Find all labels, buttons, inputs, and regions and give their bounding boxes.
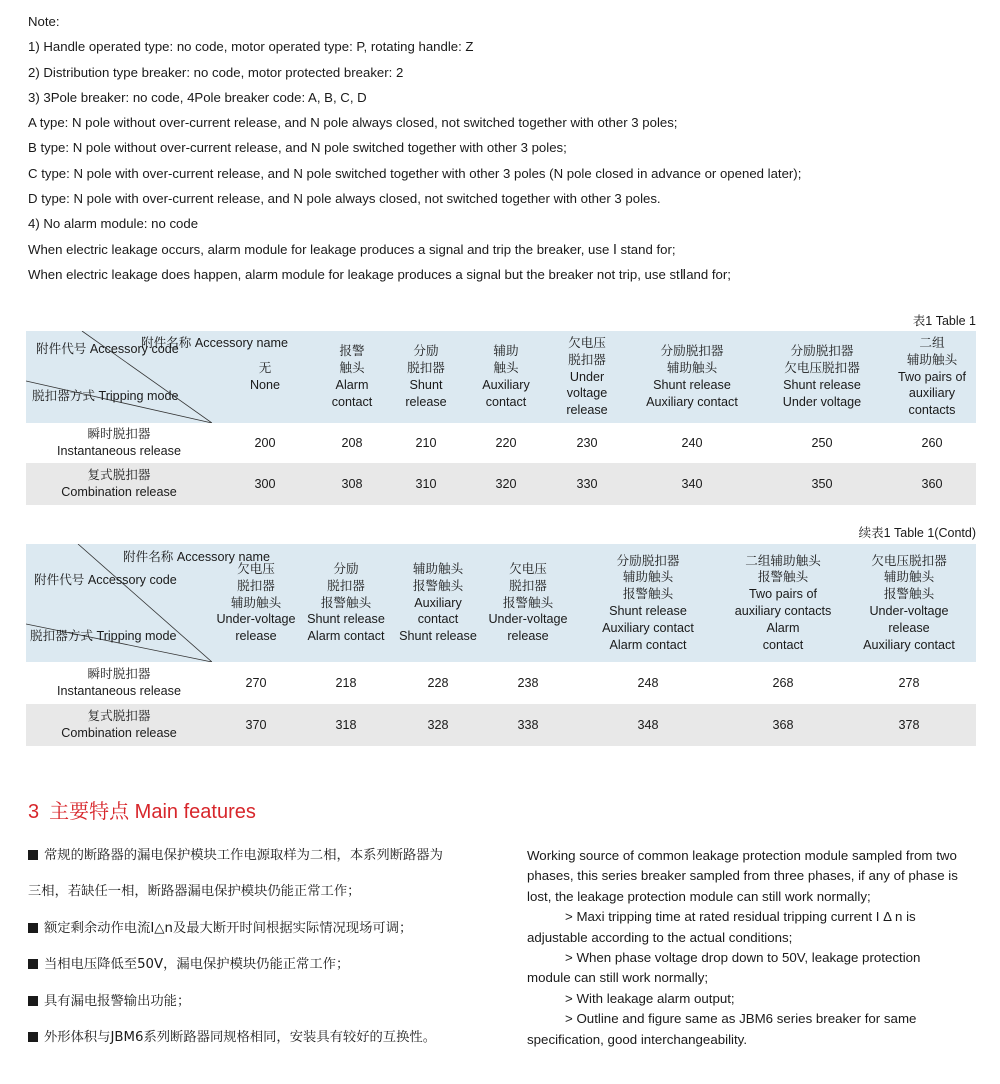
feature-item: > When phase voltage drop down to 50V, leakage protection — [565, 950, 921, 966]
note-line: C type: N pole with over-current release, and N pole switched together with other 3 poles (N pole closed in advance or opened later); — [28, 165, 802, 181]
bullet-square-icon — [28, 959, 38, 969]
list-item — [28, 838, 498, 874]
table-cell: 300 — [212, 463, 318, 505]
table-cell: 268 — [724, 662, 842, 704]
accessory-code-label: 附件代号 Accessory code — [34, 573, 177, 587]
col-header: 分励脱扣器 辅助触头 报警触头 Shunt release Auxiliary contact Alarm contact — [572, 544, 724, 662]
col-header: 二组 辅助触头 Two pairs of auxiliary contacts — [888, 331, 976, 423]
table-row — [26, 463, 976, 505]
table-cell: 370 — [212, 704, 300, 746]
col-header: 欠电压 脱扣器 报警触头 Under-voltage release — [484, 544, 572, 662]
table-cell: 238 — [484, 662, 572, 704]
table-cell: 230 — [546, 423, 628, 463]
table-row — [26, 704, 976, 746]
table-cell: 208 — [318, 423, 386, 463]
table-cell: 218 — [300, 662, 392, 704]
col-header: 分励 脱扣器 报警触头 Shunt release Alarm contact — [300, 544, 392, 662]
section-heading: 主要特点 Main features — [49, 801, 256, 823]
row-label: 复式脱扣器 Combination release — [26, 704, 212, 746]
table-cell: 248 — [572, 662, 724, 704]
col-header: 欠电压脱扣器 辅助触头 报警触头 Under-voltage release Auxiliary contact — [842, 544, 976, 662]
feature-paragraph: Working source of common leakage protection module sampled from two phases, this series breaker sampled from three phases, if any of phase is lost, the leakage protection module can still work normally; — [527, 848, 958, 904]
table-cell: 350 — [756, 463, 888, 505]
table-cell: 318 — [300, 704, 392, 746]
table-cell: 340 — [628, 463, 756, 505]
features-cn — [28, 838, 498, 1056]
note-line: When electric leakage does happen, alarm module for leakage produces a signal but the breaker not trip, use stⅡand for; — [28, 266, 731, 282]
accessory-name-label: 附件名称 Accessory name — [123, 550, 270, 564]
col-header: 分励脱扣器 辅助触头 Shunt release Auxiliary contact — [628, 331, 756, 423]
table-cell: 200 — [212, 423, 318, 463]
table-cell: 210 — [386, 423, 466, 463]
feature-item-cont: specification, good interchangeability. — [527, 1031, 748, 1047]
table-cell: 348 — [572, 704, 724, 746]
bullet-square-icon — [28, 923, 38, 933]
note-line: 4) No alarm module: no code — [28, 216, 199, 232]
tripping-mode-label: 脱扣器方式 Tripping mode — [30, 629, 177, 643]
table-cell: 220 — [466, 423, 546, 463]
section-number: 3 — [28, 801, 40, 823]
feature-text: 常规的断路器的漏电保护模块工作电源取样为二相，本系列断路器为 — [44, 848, 443, 863]
note-line: 3) 3Pole breaker: no code, 4Pole breaker code: A, B, C, D — [28, 89, 367, 105]
table-cell: 310 — [386, 463, 466, 505]
feature-item-cont: module can still work normally; — [527, 970, 709, 986]
col-header: 欠电压 脱扣器 辅助触头 Under-voltage release — [212, 544, 300, 662]
notes-block — [28, 12, 988, 290]
accessory-table-1 — [26, 331, 976, 505]
feature-text: 当相电压降低至50V，漏电保护模块仍能正常工作； — [44, 957, 350, 973]
table-cell: 240 — [628, 423, 756, 463]
note-line: 1) Handle operated type: no code, motor operated type: P, rotating handle: Z — [28, 39, 474, 55]
col-header: 欠电压 脱扣器 Under voltage release — [546, 331, 628, 423]
accessory-code-label: 附件代号 Accessory code — [36, 342, 179, 356]
list-item — [28, 947, 498, 983]
table2-caption: 续表1 Table 1(Contd) — [858, 526, 976, 540]
note-line: When electric leakage occurs, alarm module for leakage produces a signal and trip the breaker, use Ⅰ stand for; — [28, 241, 676, 257]
table-cell: 338 — [484, 704, 572, 746]
feature-item-cont: adjustable according to the actual conditions; — [527, 929, 793, 945]
list-item — [28, 1020, 498, 1056]
feature-text: 具有漏电报警输出功能； — [44, 993, 191, 1009]
features-en — [527, 846, 977, 1050]
list-item — [28, 874, 498, 910]
col-header: 二组辅助触头 报警触头 Two pairs of auxiliary contacts Alarm contact — [724, 544, 842, 662]
col-header: 辅助触头 报警触头 Auxiliary contact Shunt release — [392, 544, 484, 662]
table-row — [26, 662, 976, 704]
col-header: 辅助 触头 Auxiliary contact — [466, 331, 546, 423]
table-cell: 270 — [212, 662, 300, 704]
table-cell: 378 — [842, 704, 976, 746]
table-cell: 368 — [724, 704, 842, 746]
accessory-name-label: 附件名称 Accessory name — [141, 336, 288, 350]
bullet-square-icon — [28, 996, 38, 1006]
table-cell: 320 — [466, 463, 546, 505]
table1-caption: 表1 Table 1 — [912, 314, 976, 328]
feature-item: > Maxi tripping time at rated residual tripping current I Δ n is — [565, 909, 916, 925]
row-label: 复式脱扣器 Combination release — [26, 463, 212, 505]
note-line: A type: N pole without over-current release, and N pole always closed, not switched together with other 3 poles; — [28, 115, 678, 131]
col-header: 分励脱扣器 欠电压脱扣器 Shunt release Under voltage — [756, 331, 888, 423]
note-line: 2) Distribution type breaker: no code, motor protected breaker: 2 — [28, 64, 404, 80]
table-cell: 360 — [888, 463, 976, 505]
section-title — [28, 795, 266, 824]
note-line: D type: N pole with over-current release, and N pole always closed, not switched together with other 3 poles. — [28, 191, 661, 207]
table-cell: 328 — [392, 704, 484, 746]
list-item — [28, 984, 498, 1020]
bullet-square-icon — [28, 850, 38, 860]
table-cell: 260 — [888, 423, 976, 463]
bullet-square-icon — [28, 1032, 38, 1042]
note-line: B type: N pole without over-current release, and N pole switched together with other 3 poles; — [28, 140, 567, 156]
table-cell: 250 — [756, 423, 888, 463]
feature-text: 额定剩余动作电流I△n及最大断开时间根据实际情况现场可调； — [44, 920, 413, 936]
table-row — [26, 423, 976, 463]
feature-text: 外形体积与JBM6系列断路器同规格相同，安装具有较好的互换性。 — [44, 1029, 436, 1045]
list-item — [28, 911, 498, 947]
row-label: 瞬时脱扣器 Instantaneous release — [26, 662, 212, 704]
feature-item: > Outline and figure same as JBM6 series breaker for same — [565, 1011, 917, 1027]
accessory-table-1-contd — [26, 544, 976, 746]
table-cell: 330 — [546, 463, 628, 505]
table-cell: 278 — [842, 662, 976, 704]
feature-item: > With leakage alarm output; — [565, 990, 735, 1006]
table-cell: 308 — [318, 463, 386, 505]
col-header: 报警 触头 Alarm contact — [318, 331, 386, 423]
feature-text: 三相，若缺任一相，断路器漏电保护模块仍能正常工作； — [28, 884, 361, 900]
tripping-mode-label: 脱扣器方式 Tripping mode — [32, 389, 179, 403]
row-label: 瞬时脱扣器 Instantaneous release — [26, 423, 212, 463]
note-heading: Note: — [28, 14, 60, 29]
col-header: 分励 脱扣器 Shunt release — [386, 331, 466, 423]
table-cell: 228 — [392, 662, 484, 704]
col-header: 无 None — [212, 331, 318, 423]
